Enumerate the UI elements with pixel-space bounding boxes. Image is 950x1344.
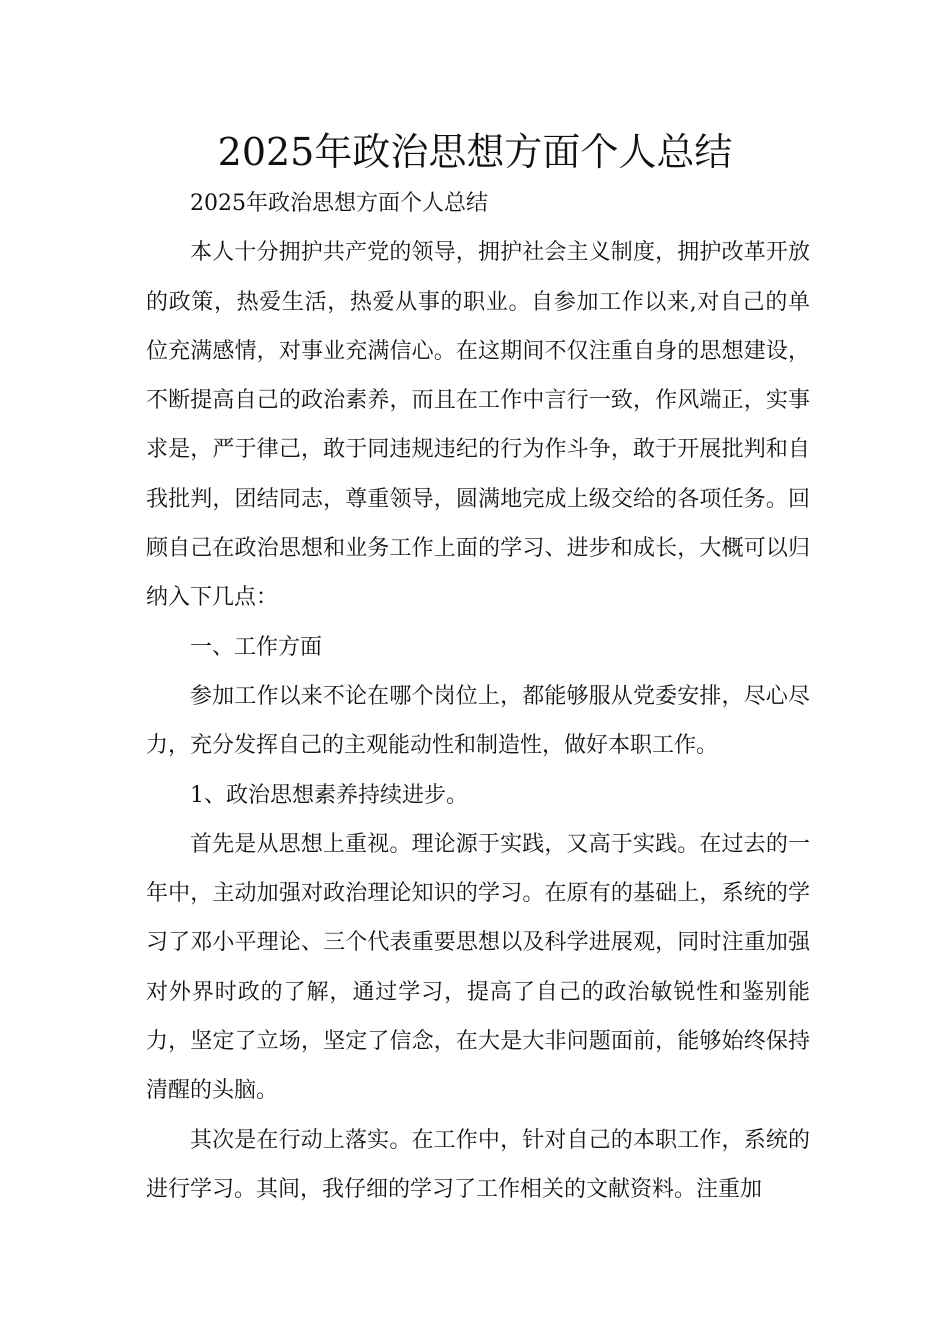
document-body (146, 179, 810, 1214)
work-paragraph: 参加工作以来不论在哪个岗位上，都能够服从党委安排，尽心尽力，充分发挥自己的主观能动性和制造性，做好本职工作。 (146, 683, 810, 759)
thought-paragraph: 首先是从思想上重视。理论源于实践，又高于实践。在过去的一年中，主动加强对政治理论知识的学习。在原有的基础上，系统的学习了邓小平理论、三个代表重要思想以及科学进展观，同时注重加强对外界时政的了解，通过学习，提高了自己的政治敏锐性和鉴别能力，坚定了立场，坚定了信念，在大是大非问题面前，能够始终保持清醒的头脑。 (146, 831, 810, 1104)
subsection-heading-political: 1、政治思想素养持续进步。 (190, 782, 468, 808)
action-paragraph: 其次是在行动上落实。在工作中，针对自己的本职工作，系统的进行学习。其间，我仔细的学习了工作相关的文献资料。注重加 (146, 1127, 810, 1202)
document-title: 2025年政治思想方面个人总结 (217, 130, 733, 174)
section-heading-work: 一、工作方面 (190, 634, 323, 660)
intro-paragraph: 本人十分拥护共产党的领导，拥护社会主义制度，拥护改革开放的政策，热爱生活，热爱从事的职业。自参加工作以来,对自己的单位充满感情，对事业充满信心。在这期间不仅注重自身的思想建设，不断提高自己的政治素养，而且在工作中言行一致，作风端正，实事求是，严于律己，敢于同违规违纪的行为作斗争，敢于开展批判和自我批判，团结同志，尊重领导，圆满地完成上级交给的各项任务。回顾自己在政治思想和业务工作上面的学习、进步和成长，大概可以归纳入下几点： (146, 240, 810, 611)
subtitle-paragraph: 2025年政治思想方面个人总结 (190, 191, 488, 216)
